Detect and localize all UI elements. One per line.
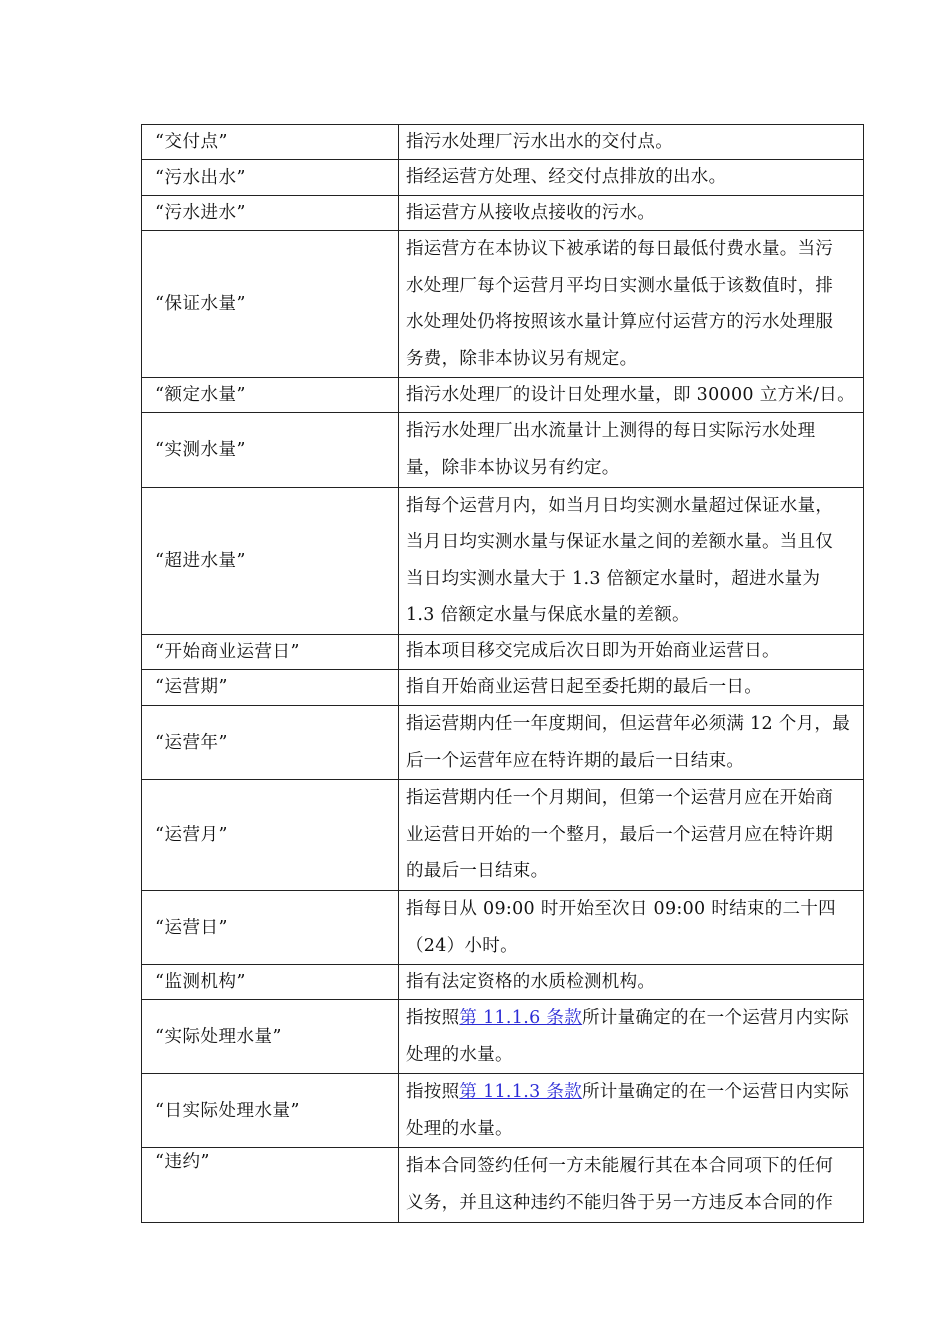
definition-line: 业运营日开始的一个整月，最后一个运营月应在特许期	[406, 824, 834, 845]
term-cell: “超进水量”	[142, 487, 399, 634]
definition-line: 指运营期内任一年度期间，但运营年必须满 12 个月，最	[406, 713, 850, 734]
table-row	[142, 669, 864, 705]
definition-cell	[399, 705, 864, 779]
definition-text: 所计量确定的在一个运营日内实际	[582, 1082, 849, 1103]
definition-line: 1.3 倍额定水量与保底水量的差额。	[406, 605, 690, 626]
term-cell: “保证水量”	[142, 231, 399, 378]
definition-cell	[399, 487, 864, 634]
table-row	[142, 1074, 864, 1148]
definition-line: 指污水处理厂污水出水的交付点。	[406, 131, 673, 152]
term-cell: “运营年”	[142, 705, 399, 779]
definition-cell	[399, 413, 864, 487]
definitions-table	[141, 124, 864, 1223]
table-row	[142, 965, 864, 1000]
definition-line: （24）小时。	[406, 935, 518, 956]
definition-line: 务费，除非本协议另有规定。	[406, 348, 638, 369]
definition-text: 指按照	[406, 1082, 460, 1103]
term-cell: “额定水量”	[142, 378, 399, 413]
definition-cell	[399, 125, 864, 160]
term-cell: “日实际处理水量”	[142, 1074, 399, 1148]
definition-line: 指运营方从接收点接收的污水。	[406, 202, 656, 223]
table-row	[142, 487, 864, 634]
definition-line: 处理的水量。	[406, 1118, 513, 1139]
table-row	[142, 890, 864, 964]
definition-cell	[399, 634, 864, 669]
term-cell: “违约”	[142, 1148, 399, 1222]
clause-link[interactable]: 第 11.1.3 条款	[459, 1082, 582, 1103]
term-cell: “监测机构”	[142, 965, 399, 1000]
table-row	[142, 196, 864, 231]
definition-line	[406, 1000, 859, 1037]
definition-text: 所计量确定的在一个运营月内实际	[582, 1008, 849, 1029]
term-cell: “实测水量”	[142, 413, 399, 487]
table-row	[142, 231, 864, 378]
definition-line	[406, 1074, 859, 1111]
definition-cell	[399, 1148, 864, 1222]
definition-line: 指运营期内任一个月期间，但第一个运营月应在开始商	[406, 788, 834, 809]
definition-line: 义务，并且这种违约不能归咎于另一方违反本合同的作	[406, 1193, 834, 1214]
definition-line: 当月日均实测水量与保证水量之间的差额水量。当且仅	[406, 532, 834, 553]
term-cell: “污水进水”	[142, 196, 399, 231]
term-cell: “运营月”	[142, 780, 399, 891]
definition-cell	[399, 780, 864, 891]
definition-line: 后一个运营年应在特许期的最后一日结束。	[406, 750, 745, 771]
term-cell: “污水出水”	[142, 160, 399, 196]
definition-line: 的最后一日结束。	[406, 861, 549, 882]
definition-cell	[399, 196, 864, 231]
definition-cell	[399, 669, 864, 705]
term-cell: “运营期”	[142, 669, 399, 705]
clause-link[interactable]: 第 11.1.6 条款	[459, 1008, 582, 1029]
definition-cell	[399, 160, 864, 196]
term-cell: “交付点”	[142, 125, 399, 160]
definition-line: 指每个运营月内，如当月日均实测水量超过保证水量，	[406, 495, 834, 516]
definition-cell	[399, 378, 864, 413]
table-row	[142, 160, 864, 196]
term-cell: “实际处理水量”	[142, 1000, 399, 1074]
table-row	[142, 1000, 864, 1074]
definition-line: 指本合同签约任何一方未能履行其在本合同项下的任何	[406, 1156, 834, 1177]
table-row	[142, 378, 864, 413]
definition-line: 水处理处仍将按照该水量计算应付运营方的污水处理服	[406, 312, 834, 333]
definition-line: 当日均实测水量大于 1.3 倍额定水量时，超进水量为	[406, 568, 821, 589]
table-row	[142, 125, 864, 160]
table-row	[142, 1148, 864, 1222]
definition-line: 指每日从 09:00 时开始至次日 09:00 时结束的二十四	[406, 898, 836, 919]
definition-text: 指按照	[406, 1008, 460, 1029]
definition-cell	[399, 1074, 864, 1148]
table-row	[142, 705, 864, 779]
term-cell: “运营日”	[142, 890, 399, 964]
definition-line: 处理的水量。	[406, 1044, 513, 1065]
definition-cell	[399, 965, 864, 1000]
definition-cell	[399, 231, 864, 378]
term-cell: “开始商业运营日”	[142, 634, 399, 669]
definition-line: 指本项目移交完成后次日即为开始商业运营日。	[406, 641, 780, 662]
definition-line: 指污水处理厂出水流量计上测得的每日实际污水处理	[406, 421, 816, 442]
definition-cell	[399, 890, 864, 964]
definition-line: 量，除非本协议另有约定。	[406, 457, 620, 478]
table-row	[142, 413, 864, 487]
definition-line: 指运营方在本协议下被承诺的每日最低付费水量。当污	[406, 239, 834, 259]
definition-line: 指自开始商业运营日起至委托期的最后一日。	[406, 676, 762, 697]
table-row	[142, 780, 864, 891]
definition-line: 指有法定资格的水质检测机构。	[406, 971, 656, 992]
table-row	[142, 634, 864, 669]
definition-line: 指污水处理厂的设计日处理水量，即 30000 立方米/日。	[406, 384, 855, 405]
definition-line: 水处理厂每个运营月平均日实测水量低于该数值时，排	[406, 275, 834, 296]
definition-cell	[399, 1000, 864, 1074]
definition-line: 指经运营方处理、经交付点排放的出水。	[406, 167, 727, 187]
